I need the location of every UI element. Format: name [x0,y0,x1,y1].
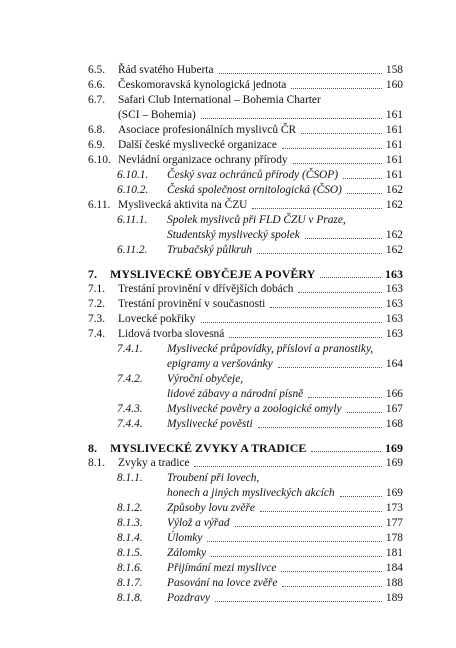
toc-leader-dots [301,133,382,134]
toc-entry-title: epigramy a veršovánky [167,358,273,370]
toc-leader-dots [260,511,382,512]
toc-entry-number: 7.4.2. [117,373,143,385]
toc-leader-dots [219,73,382,74]
toc-leader-dots [293,163,382,164]
toc-entry-number: 7.4.1. [117,343,143,355]
toc-entry-page: 181 [385,547,403,559]
toc-entry-page: 160 [385,79,403,91]
toc-leader-dots [194,466,381,467]
toc-leader-dots [282,148,382,149]
toc-entry-number: 6.10. [88,154,111,166]
toc-leader-dots [320,277,381,278]
toc-leader-dots [211,556,382,557]
toc-leader-dots [201,322,382,323]
toc-entry-title: MYSLIVECKÉ ZVYKY A TRADICE [110,441,307,455]
toc-entry-title: Myslivecká aktivita na ČZU [118,199,248,211]
toc-entry-title: Český svaz ochránců přírody (ČSOP) [167,169,339,181]
toc-entry-title: Lidová tvorba slovesná [118,328,225,340]
toc-entry-number: 8.1.4. [117,532,143,544]
toc-leader-dots [229,337,382,338]
toc-entry-number: 6.5. [88,64,106,76]
toc-entry-number: 8.1.5. [117,547,143,559]
toc-entry-number: 8.1.2. [117,502,143,514]
toc-entry-number: 7.4.3. [117,403,143,415]
toc-leader-dots [235,526,382,527]
toc-entry-title: Výlož a výřad [167,517,230,529]
toc-entry-page: 163 [385,313,403,325]
toc-leader-dots [298,292,381,293]
toc-entry-title: Troubení při lovech, [167,472,260,484]
toc-entry-number: 7.2. [88,298,106,310]
toc-leader-dots [270,307,382,308]
toc-leader-dots [258,427,382,428]
toc-leader-dots [215,601,382,602]
toc-entry-page: 188 [385,577,403,589]
toc-entry-title: Studentský myslivecký spolek [167,229,300,241]
toc-leader-dots [308,397,382,398]
toc-entry-page: 178 [385,532,403,544]
toc-entry-page: 163 [385,283,403,295]
toc-leader-dots [282,586,382,587]
toc-entry-page: 173 [385,502,403,514]
toc-leader-dots [201,118,382,119]
toc-entry-number: 8. [88,441,97,455]
toc-entry-number: 6.6. [88,79,106,91]
toc-entry-page: 161 [385,154,403,166]
toc-leader-dots [207,541,381,542]
toc-leader-dots [347,193,382,194]
toc-entry-title: Myslivecké průpovídky, přísloví a pranostiky, [167,343,374,355]
toc-leader-dots [252,208,382,209]
toc-entry-title: Trestání provinění v dřívějších dobách [118,283,294,295]
toc-leader-dots [347,412,382,413]
toc-entry-number: 7.1. [88,283,106,295]
toc-entry-title: Česká společnost ornitologická (ČSO) [167,184,342,196]
toc-entry-title: Zálomky [167,547,207,559]
toc-entry-number: 7.4. [88,328,106,340]
toc-entry-title: Způsoby lovu zvěře [167,502,255,514]
toc-leader-dots [278,367,382,368]
toc-entry-title: Nevládní organizace ochrany přírody [118,154,288,166]
toc-entry-number: 6.7. [88,94,106,106]
toc-entry-title: Trubačský půlkruh [167,244,253,256]
toc-entry-number: 8.1.7. [117,577,143,589]
toc-leader-dots [291,88,382,89]
toc-entry-page: 167 [385,403,403,415]
toc-entry-page: 168 [385,418,403,430]
toc-entry-page: 162 [385,244,403,256]
toc-entry-page: 169 [385,457,403,469]
toc-entry-number: 8.1. [88,457,106,469]
toc-entry-number: 7. [88,267,97,281]
toc-entry-title: Řád svatého Huberta [118,64,214,76]
toc-entry-number: 6.10.2. [117,184,149,196]
toc-leader-dots [343,178,382,179]
toc-entry-title: honech a jiných mysliveckých akcích [167,487,335,499]
toc-leader-dots [257,253,382,254]
toc-entry-title: Safari Club International – Bohemia Charter [118,94,321,106]
toc-entry-number: 7.3. [88,313,106,325]
toc-leader-dots [281,571,381,572]
toc-entry-number: 6.9. [88,139,106,151]
toc-entry-page: 169 [385,441,403,455]
toc-entry-title: Trestání provinění v současnosti [118,298,266,310]
toc-entry-number: 6.8. [88,124,106,136]
toc-entry-page: 184 [385,562,403,574]
toc-entry-title: Další české myslivecké organizace [118,139,277,151]
toc-entry-page: 163 [385,328,403,340]
toc-entry-number: 6.11.2. [117,244,148,256]
toc-entry-page: 161 [385,169,403,181]
toc-entry-number: 7.4.4. [117,418,143,430]
toc-entry-title: Pozdravy [167,592,211,604]
toc-entry-page: 162 [385,199,403,211]
toc-entry-page: 166 [385,388,403,400]
toc-entry-page: 164 [385,358,403,370]
toc-entry-page: 161 [385,109,403,121]
toc-entry-page: 161 [385,139,403,151]
toc-leader-dots [305,238,382,239]
toc-entry-page: 163 [385,298,403,310]
toc-entry-title: Myslivecké pověsti [167,418,253,430]
toc-entry-number: 8.1.1. [117,472,143,484]
toc-entry-title: Úlomky [167,532,203,544]
toc-entry-number: 6.10.1. [117,169,149,181]
toc-entry-title: Myslivecké pověry a zoologické omyly [167,403,342,415]
toc-entry-page: 163 [385,267,403,281]
toc-entry-page: 177 [385,517,403,529]
toc-entry-number: 6.11.1. [117,214,148,226]
toc-entry-title: Lovecké pokřiky [118,313,196,325]
toc-entry-title: lidové zábavy a národní písně [167,388,304,400]
toc-entry-page: 189 [385,592,403,604]
toc-entry-page: 169 [385,487,403,499]
toc-entry-title: Asociace profesionálních myslivců ČR [118,124,297,136]
toc-entry-title: Přijímání mezi myslivce [167,562,277,574]
toc-entry-page: 162 [385,184,403,196]
toc-entry-title: Zvyky a tradice [118,457,190,469]
toc-entry-title: MYSLIVECKÉ OBYČEJE A POVĚRY [110,267,316,281]
toc-entry-number: 8.1.8. [117,592,143,604]
toc-entry-page: 158 [385,64,403,76]
toc-entry-title: Pasování na lovce zvěře [167,577,278,589]
toc-entry-title: Výroční obyčeje, [167,373,244,385]
toc-entry-number: 8.1.3. [117,517,143,529]
toc-entry-number: 6.11. [88,199,111,211]
toc-entry-title: (SCI – Bohemia) [118,109,196,121]
toc-entry-page: 162 [385,229,403,241]
toc-entry-title: Českomoravská kynologická jednota [118,79,287,91]
toc-entry-number: 8.1.6. [117,562,143,574]
toc-entry-title: Spolek myslivců při FLD ČZU v Praze, [167,214,346,226]
toc-entry-page: 161 [385,124,403,136]
toc-leader-dots [340,496,382,497]
toc-leader-dots [311,451,381,452]
